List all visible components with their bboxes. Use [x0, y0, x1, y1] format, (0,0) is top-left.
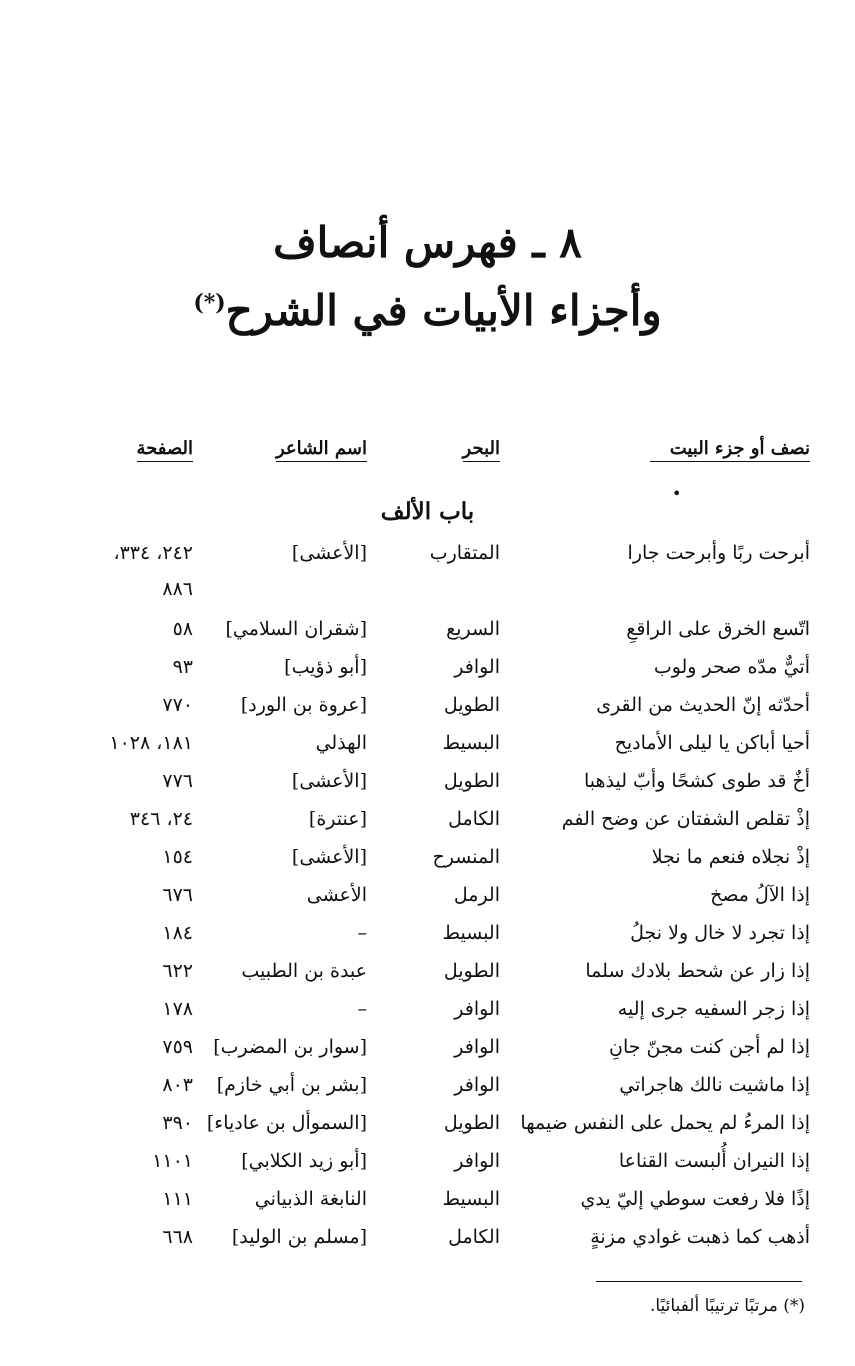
page-cell: ١١٠١ — [152, 1150, 193, 1172]
verse-cell: إذا لم أجن كنت مجنّ جانِ — [609, 1036, 810, 1058]
page-cell: ٦٢٢ — [162, 960, 193, 982]
table-row — [0, 770, 855, 802]
poet-cell: [الأعشى] — [291, 770, 367, 792]
section-title: باب الألف — [380, 498, 475, 525]
table-row — [0, 884, 855, 916]
verse-cell: اتّسع الخرق على الراقعِ — [626, 618, 810, 640]
poet-cell: النابغة الذبياني — [254, 1188, 367, 1210]
page-cell: ٩٣ — [172, 656, 193, 678]
table-row — [0, 542, 855, 574]
page-cell: ٧٧٦ — [162, 770, 193, 792]
meter-cell: الوافر — [454, 1036, 500, 1058]
verse-cell: أذهب كما ذهبت غوادي مزنةٍ — [590, 1226, 810, 1248]
verse-cell: إذْ نجلاه فنعم ما نجلا — [651, 846, 810, 868]
table-row — [0, 960, 855, 992]
title-footnote-mark: (*) — [193, 290, 226, 316]
poet-cell: الأعشى — [306, 884, 367, 906]
meter-cell: البسيط — [442, 922, 500, 944]
table-row — [0, 1074, 855, 1106]
table-row — [0, 1188, 855, 1220]
page-cell: ٢٤٢، ٣٣٤، — [113, 542, 193, 564]
page-cell: ٧٧٠ — [162, 694, 193, 716]
meter-cell: الوافر — [454, 1074, 500, 1096]
table-row — [0, 846, 855, 878]
meter-cell: البسيط — [442, 1188, 500, 1210]
poet-cell: الهذلي — [315, 732, 367, 754]
poet-cell: عبدة بن الطبيب — [241, 960, 367, 982]
meter-cell: الوافر — [454, 656, 500, 678]
poet-cell: [أبو ذؤيب] — [284, 656, 367, 678]
page-cell: ٥٨ — [172, 618, 193, 640]
poet-cell: [عنترة] — [308, 808, 367, 830]
poet-cell: [الأعشى] — [291, 542, 367, 564]
header-poet: اسم الشاعر — [276, 438, 367, 462]
page-title-line-1 — [0, 218, 855, 268]
verse-cell: أبرحت ربًا وأبرحت جارا — [627, 542, 810, 564]
page-cell: ٦٧٦ — [162, 884, 193, 906]
table-row — [0, 1150, 855, 1182]
poet-cell: [شقران السلامي] — [225, 618, 367, 640]
meter-cell: الطويل — [443, 770, 500, 792]
page-cell: ٨٨٦ — [162, 578, 193, 600]
meter-cell: الكامل — [448, 1226, 500, 1248]
table-row — [0, 1112, 855, 1144]
meter-cell: المنسرح — [432, 846, 500, 868]
meter-cell: الطويل — [443, 1112, 500, 1134]
verse-cell: إذا المرءُ لم يحمل على النفس ضيمها — [520, 1112, 810, 1134]
poet-cell: [بشر بن أبي خازم] — [216, 1074, 367, 1096]
page-cell: ٢٤، ٣٤٦ — [129, 808, 193, 830]
poet-cell: – — [357, 922, 367, 944]
page-cell: ٧٥٩ — [162, 1036, 193, 1058]
table-row — [0, 922, 855, 954]
page-cell: ٦٦٨ — [162, 1226, 193, 1248]
table-header — [0, 438, 855, 470]
header-meter: البحر — [463, 438, 500, 462]
verse-cell: إذا زار عن شحط بلادك سلما — [585, 960, 810, 982]
verse-cell: إذا زجر السفيه جرى إليه — [617, 998, 810, 1020]
table-row — [0, 656, 855, 688]
poet-cell: [الأعشى] — [291, 846, 367, 868]
poet-cell: [سوار بن المضرب] — [213, 1036, 367, 1058]
poet-cell: [مسلم بن الوليد] — [231, 1226, 367, 1248]
meter-cell: الوافر — [454, 998, 500, 1020]
poet-cell: – — [357, 998, 367, 1020]
meter-cell: الرمل — [453, 884, 500, 906]
table-row — [0, 998, 855, 1030]
meter-cell: الكامل — [448, 808, 500, 830]
meter-cell: البسيط — [442, 732, 500, 754]
poet-cell: [السموأل بن عادياء] — [206, 1112, 367, 1134]
title-text-1: ٨ ـ فهرس أنصاف — [273, 218, 582, 267]
verse-cell: إذا النيران أُلبست القناعا — [618, 1150, 810, 1172]
footnote-divider — [596, 1281, 802, 1282]
meter-cell: الوافر — [454, 1150, 500, 1172]
verse-cell: إذًا فلا رفعت سوطي إليّ يدي — [580, 1188, 810, 1210]
verse-cell: إذا تجرد لا خال ولا نجلُ — [630, 922, 810, 944]
verse-cell: أحدّثه إنّ الحديث من القرى — [596, 694, 810, 716]
table-row — [0, 808, 855, 840]
page-cell: ٨٠٣ — [162, 1074, 193, 1096]
meter-cell: المتقارب — [429, 542, 500, 564]
verse-cell: أخٌ قد طوى كشحًا وأبّ ليذهبا — [583, 770, 810, 792]
footnote: (*) مرتبًا ترتيبًا ألفبائيًا. — [649, 1296, 805, 1316]
header-page: الصفحة — [137, 438, 193, 462]
table-row — [0, 732, 855, 764]
poet-cell: [عروة بن الورد] — [240, 694, 367, 716]
table-row — [0, 694, 855, 726]
page-cell: ١٨١، ١٠٢٨ — [109, 732, 193, 754]
verse-cell: إذا ماشيت نالك هاجراتي — [619, 1074, 810, 1096]
header-verse: نصف أو جزء البيت — [650, 438, 810, 462]
page-cell: ١١١ — [162, 1188, 193, 1210]
verse-cell: إذا الآلُ مصخ — [710, 884, 810, 906]
table-row — [0, 1036, 855, 1068]
page-title-line-2 — [0, 286, 855, 336]
table-row — [0, 578, 855, 610]
page-cell: ١٥٤ — [162, 846, 193, 868]
meter-cell: الطويل — [443, 960, 500, 982]
verse-cell: أحيا أباكن يا ليلى الأماديح — [614, 732, 810, 754]
page-cell: ١٨٤ — [162, 922, 193, 944]
section-dot: • — [672, 484, 682, 503]
page-cell: ١٧٨ — [162, 998, 193, 1020]
title-text-2: وأجزاء الأبيات في الشرح — [225, 286, 662, 335]
table-row — [0, 618, 855, 650]
page-cell: ٣٩٠ — [162, 1112, 193, 1134]
verse-cell: أتيٌّ مدّه صحر ولوب — [653, 656, 810, 678]
meter-cell: الطويل — [443, 694, 500, 716]
poet-cell: [أبو زيد الكلابي] — [241, 1150, 367, 1172]
verse-cell: إذْ تقلص الشفتان عن وضح الفم — [561, 808, 810, 830]
meter-cell: السريع — [446, 618, 500, 640]
table-row — [0, 1226, 855, 1258]
